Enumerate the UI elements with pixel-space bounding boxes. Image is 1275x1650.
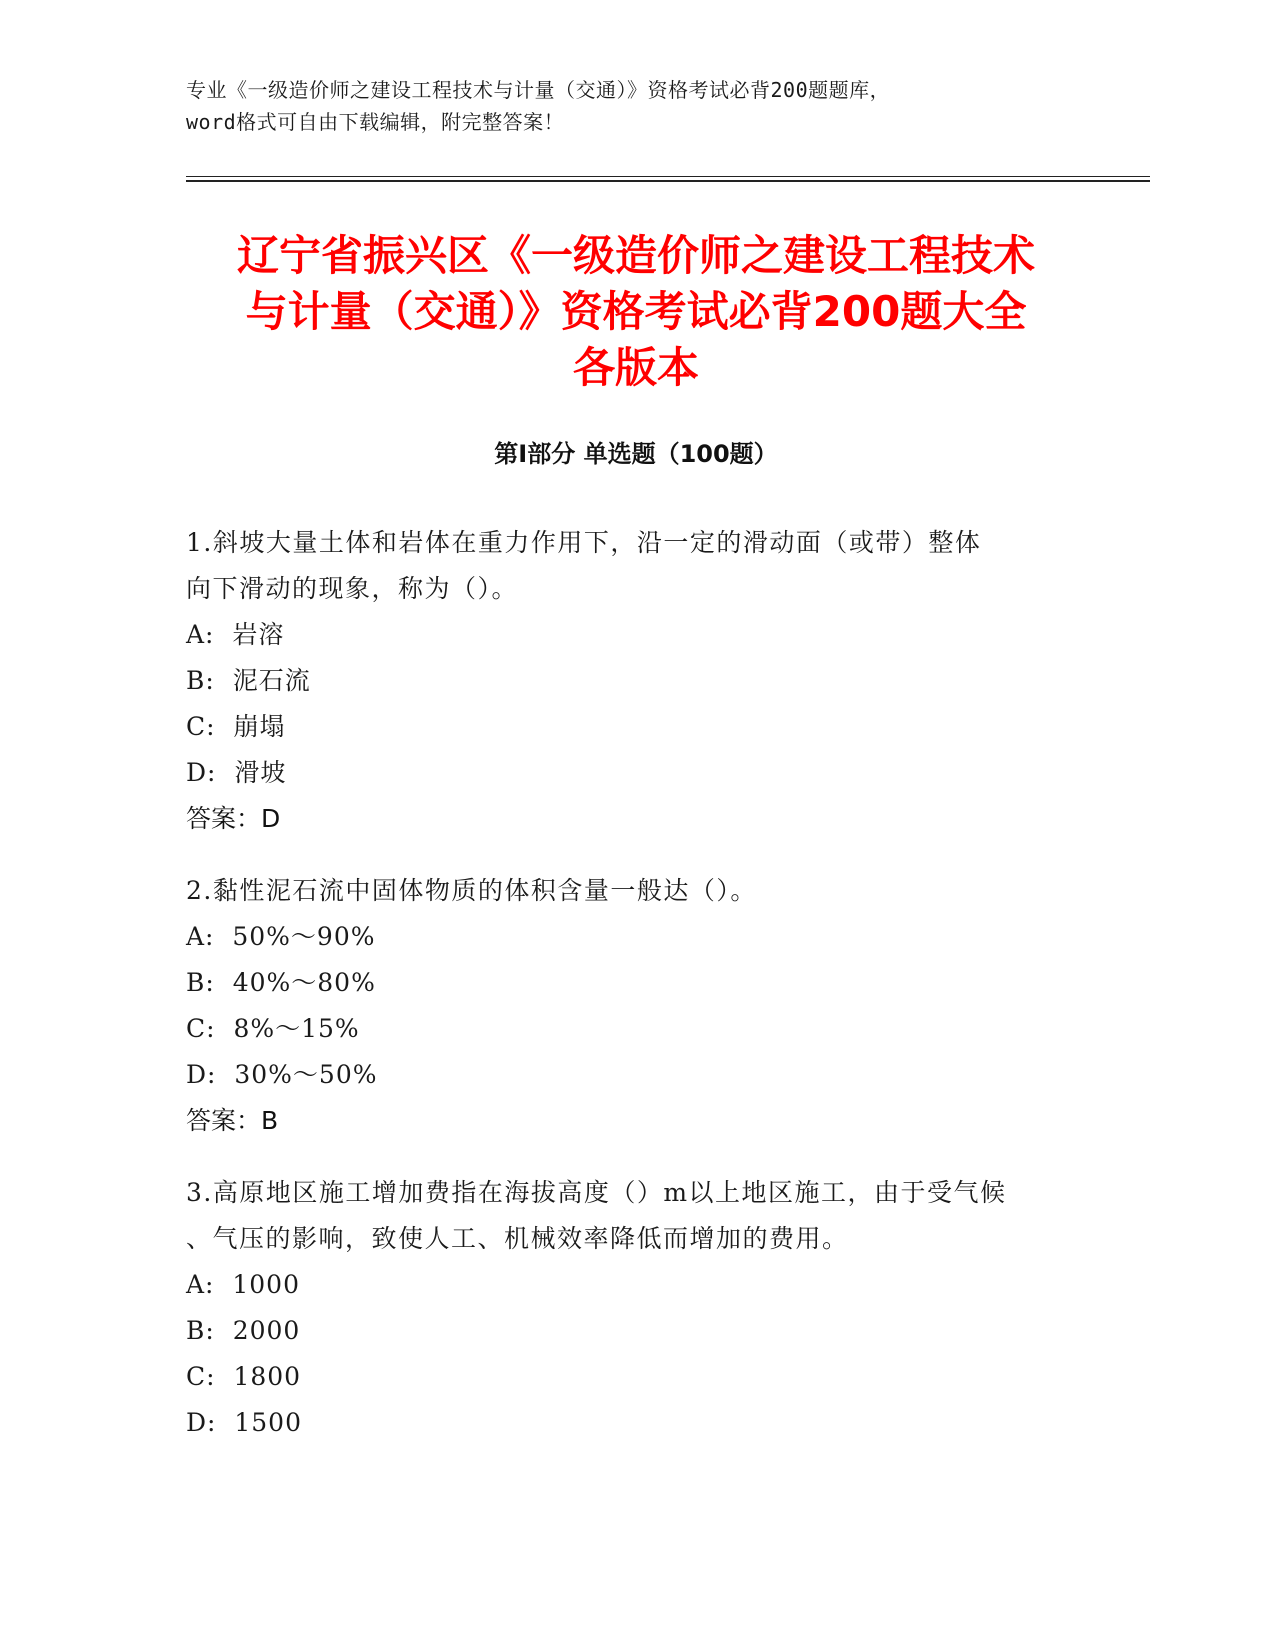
question-2-option-b: B: 40%～80%: [186, 968, 376, 997]
header-divider-thick: [186, 180, 1150, 182]
section-title: 第Ⅰ部分 单选题（100题）: [494, 440, 778, 468]
document-title-line-3: 各版本: [572, 343, 699, 392]
question-3-option-a: A: 1000: [186, 1270, 300, 1299]
question-3-stem-line-2: 、气压的影响，致使人工、机械效率降低而增加的费用。: [186, 1224, 849, 1253]
question-2: [186, 868, 1086, 1144]
question-2-option-a: A: 50%～90%: [186, 922, 376, 951]
question-1-option-a: A: 岩溶: [186, 620, 285, 649]
question-3-stem-line-1: 3.高原地区施工增加费指在海拔高度（）m以上地区施工，由于受气候: [186, 1178, 1007, 1207]
document-title-line-2: 与计量（交通）》资格考试必背200题大全: [245, 287, 1027, 336]
header-note-line-1: 专业《一级造价师之建设工程技术与计量（交通）》资格考试必背200题题库，: [186, 78, 891, 102]
question-1-option-b: B: 泥石流: [186, 666, 311, 695]
question-1-stem-line-2: 向下滑动的现象，称为（）。: [186, 574, 519, 603]
question-1: [186, 520, 1086, 842]
question-list: [186, 520, 1086, 1472]
question-2-option-d: D: 30%～50%: [186, 1060, 378, 1089]
question-2-answer: 答案：B: [186, 1106, 279, 1135]
question-1-answer: 答案：D: [186, 804, 281, 833]
document-title-line-1: 辽宁省振兴区《一级造价师之建设工程技术: [236, 231, 1035, 280]
header-note-line-2: word格式可自由下载编辑，附完整答案！: [186, 110, 565, 134]
question-1-stem-line-1: 1.斜坡大量土体和岩体在重力作用下，沿一定的滑动面（或带）整体: [186, 528, 982, 557]
question-2-stem-line-1: 2.黏性泥石流中固体物质的体积含量一般达（）。: [186, 876, 757, 905]
question-3-option-d: D: 1500: [186, 1408, 302, 1437]
question-1-option-d: D: 滑坡: [186, 758, 287, 787]
question-1-option-c: C: 崩塌: [186, 712, 286, 741]
document-title: [186, 228, 1086, 396]
question-3-option-b: B: 2000: [186, 1316, 301, 1345]
question-3-option-c: C: 1800: [186, 1362, 302, 1391]
header-note: [186, 74, 1086, 138]
question-2-option-c: C: 8%～15%: [186, 1014, 360, 1043]
question-3: [186, 1170, 1086, 1446]
header-divider-thin: [186, 176, 1150, 177]
